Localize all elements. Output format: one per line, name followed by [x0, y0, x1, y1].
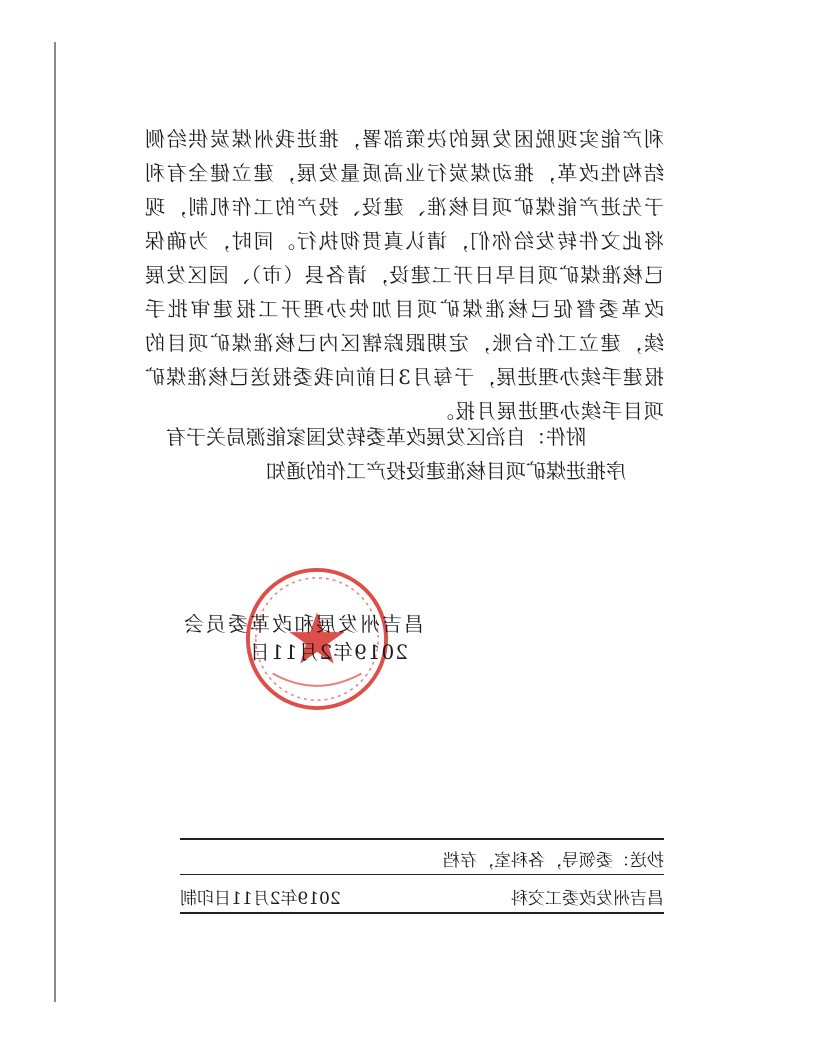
page-edge-line: [54, 42, 56, 1002]
print-date: 2019年2月11日印制: [180, 889, 341, 909]
imprint-line: [180, 884, 664, 909]
issuing-organization: 昌吉州发展和改革委员会: [182, 612, 424, 636]
footer-rule-middle: [180, 874, 664, 875]
signature-date: 2019年2月11日: [248, 640, 408, 664]
body-paragraph: 利产能实现脱困发展的决策部署，推进我州煤炭供给侧结构性改革，推动煤炭行业高质量发展，建立健全有利于先进产能煤矿项目核准、建设、投产的工作机制，现将此文件转发给你们，请认真贯彻执行。同时，为确保已核准煤矿项目早日开工建设，请各县（市）、园区发展改革委督促已核准煤矿项目加快办理开工报建审批手续，建立工作台账，定期跟踪辖区内已核准煤矿项目的报建手续办理进展，于每月3日前向我委报送已核准煤矿项目手续办理进展月报。: [144, 127, 664, 423]
cc-line: 抄送：委领导，各科室，存档: [443, 851, 664, 871]
attachment-line: 附件：自治区发展改革委转发国家能源局关于有序推进煤矿项目核准建设投产工作的通知: [166, 425, 626, 483]
footer-rule-bottom: [180, 912, 664, 914]
issuing-department: 昌吉州发改委工交科: [511, 889, 664, 909]
footer-rule-top: [180, 838, 664, 840]
